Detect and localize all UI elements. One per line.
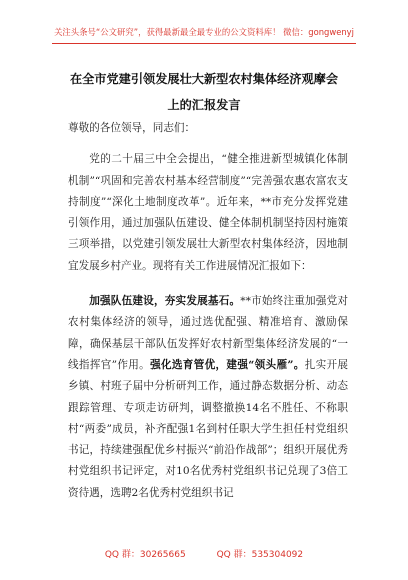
subsection-heading: 强化选育管优，建强“领头雁”。 <box>150 358 305 371</box>
footer-qq-group-2: QQ 群：535304092 <box>216 550 304 560</box>
document-body <box>68 118 348 504</box>
footer-qq-group-1: QQ 群：30265665 <box>104 550 186 560</box>
section-heading: 加强队伍建设，夯实发展基石。 <box>89 295 241 308</box>
paragraph-intro: 党的二十届三中全会提出，“健全推进新型城镇化体制机制”“巩固和完善农村基本经营制度”“完善强农惠农富农支持制度”“深化土地制度改革”。近年来，**市充分发挥党建引领作用，通过加强队伍建设、健全体制机制坚持因村施策三项举措，以党建引领发展壮大新型农村集体经济，因地制宜发展乡村产业。现将有关工作进展情况汇报如下： <box>68 153 348 272</box>
document-title: 在全市党建引领发展壮大新型农村集体经济观摩会上的汇报发言 <box>69 72 339 112</box>
paragraph-team-building <box>68 291 348 504</box>
section-text: **市始终注重加强党对农村集体经济的领导，通过选优配强、精准培育、激励保障，确保基层干部队伍发挥好农村新型集体经济发展的“一线指挥官”作用。 <box>68 295 349 371</box>
header-divider <box>52 43 356 44</box>
subsection-text: 扎实开展乡镇、村班子届中分析研判工作，通过静态数据分析、动态跟踪管理、专项走访研判，调整撤换14名不胜任、不称职村“两委”成员，补齐配强1名到村任职大学生担任村党组织书记，持续建强配优乡村振兴“前沿作战部”；组织开展优秀村党组织书记评定，对10名优秀村党组织书记兑现了3倍工资待遇，选聘2名优秀村党组织书记 <box>68 358 349 499</box>
header-promo-note: 关注头条号“公文研究”，获得最新最全最专业的公文资料库！ 微信：gongwenyj <box>54 27 354 37</box>
salutation: 尊敬的各位领导，同志们： <box>68 122 196 134</box>
footer-contacts <box>0 547 408 560</box>
